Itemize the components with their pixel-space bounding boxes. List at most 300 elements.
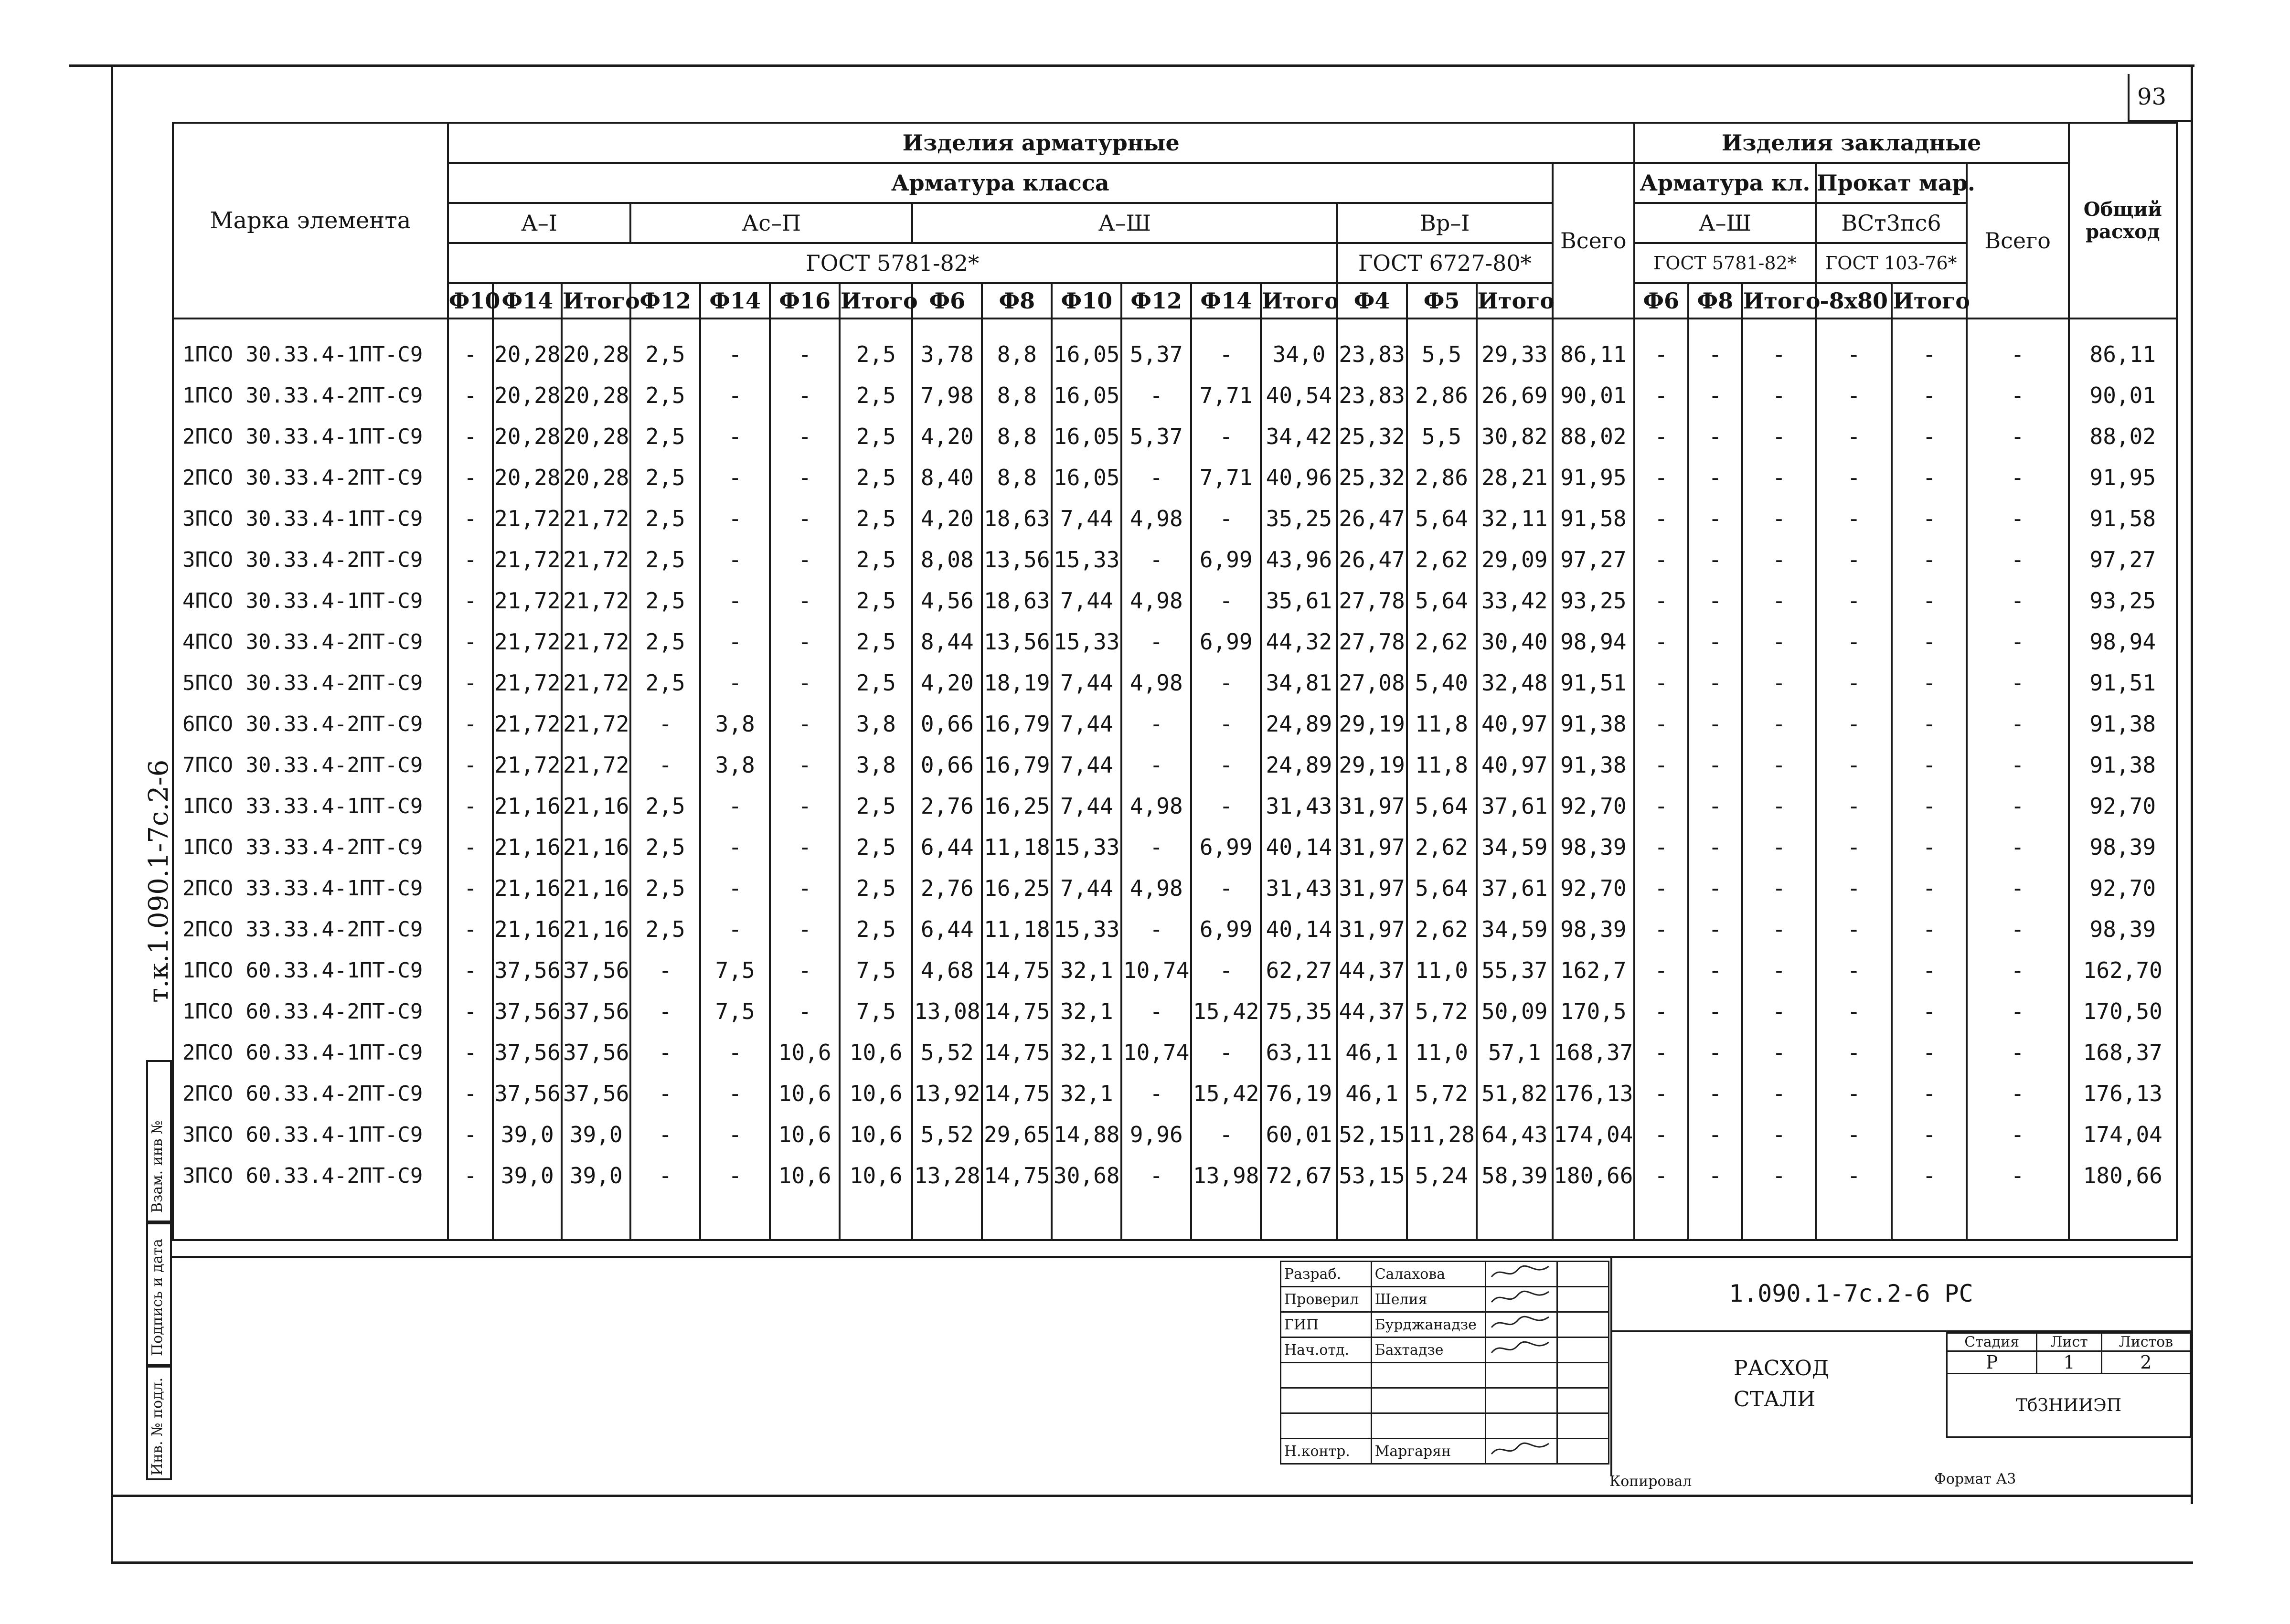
sheet-value: 1 bbox=[2037, 1351, 2102, 1374]
table-cell: 37,56 bbox=[562, 1073, 630, 1114]
table-cell: 21,72 bbox=[562, 621, 630, 662]
table-cell: 2,5 bbox=[630, 416, 700, 457]
table-cell: - bbox=[1191, 662, 1261, 703]
empty-cell bbox=[1816, 1196, 1892, 1240]
stamp-name: Бахтадзе bbox=[1371, 1337, 1486, 1363]
table-cell: - bbox=[1816, 498, 1892, 539]
table-cell: 24,89 bbox=[1261, 744, 1337, 785]
date-cell bbox=[1557, 1413, 1609, 1439]
diam-header: Ф8 bbox=[1688, 283, 1742, 318]
table-cell: 3,8 bbox=[700, 744, 770, 785]
table-cell: - bbox=[1892, 416, 1966, 457]
table-cell: 16,05 bbox=[1052, 457, 1121, 498]
table-cell: 26,47 bbox=[1337, 498, 1407, 539]
diam-header: Ф10 bbox=[448, 283, 493, 318]
table-cell: - bbox=[1191, 1032, 1261, 1073]
diam-header: Итого bbox=[1892, 283, 1966, 318]
table-cell: - bbox=[630, 744, 700, 785]
table-cell: - bbox=[1892, 744, 1966, 785]
table-cell: 5,37 bbox=[1121, 318, 1191, 375]
table-cell: 5,64 bbox=[1407, 785, 1477, 827]
table-cell: 37,61 bbox=[1477, 785, 1553, 827]
element-mark: 2ПСО 33.33.4-2ПТ-С9 bbox=[173, 909, 448, 950]
table-cell: - bbox=[1967, 1073, 2069, 1114]
date-cell bbox=[1557, 1262, 1609, 1287]
table-cell: - bbox=[448, 909, 493, 950]
table-cell: 9,96 bbox=[1121, 1114, 1191, 1155]
table-cell: - bbox=[630, 1073, 700, 1114]
table-cell: - bbox=[1967, 318, 2069, 375]
table-row bbox=[173, 457, 2177, 498]
table-cell: 14,75 bbox=[982, 1032, 1052, 1073]
table-cell: 21,72 bbox=[493, 539, 562, 580]
table-cell: - bbox=[1634, 539, 1688, 580]
table-cell: - bbox=[1121, 1073, 1191, 1114]
table-cell: 30,68 bbox=[1052, 1155, 1121, 1196]
table-cell: - bbox=[1742, 950, 1816, 991]
table-cell: 2,5 bbox=[630, 868, 700, 909]
table-cell: - bbox=[1121, 827, 1191, 868]
diam-header: Итого bbox=[840, 283, 912, 318]
stamp-name: Салахова bbox=[1371, 1262, 1486, 1287]
element-mark: 1ПСО 30.33.4-1ПТ-С9 bbox=[173, 318, 448, 375]
class-AI-header: А–I bbox=[448, 203, 630, 243]
table-cell: - bbox=[1892, 1073, 1966, 1114]
table-cell: 7,5 bbox=[700, 950, 770, 991]
table-cell: 88,02 bbox=[1553, 416, 1634, 457]
stage-value: Р bbox=[1947, 1351, 2037, 1374]
table-cell: - bbox=[1688, 785, 1742, 827]
table-cell: - bbox=[448, 539, 493, 580]
table-cell: 32,1 bbox=[1052, 991, 1121, 1032]
table-cell: 20,28 bbox=[493, 457, 562, 498]
element-mark: 2ПСО 33.33.4-1ПТ-С9 bbox=[173, 868, 448, 909]
table-cell: 174,04 bbox=[1553, 1114, 1634, 1155]
table-cell: 5,40 bbox=[1407, 662, 1477, 703]
table-cell: 162,70 bbox=[2069, 950, 2177, 991]
table-cell: 53,15 bbox=[1337, 1155, 1407, 1196]
prokat-header: Прокат мар. bbox=[1816, 163, 1967, 203]
table-cell: 31,97 bbox=[1337, 785, 1407, 827]
table-cell: 3,8 bbox=[700, 703, 770, 744]
table-cell: 16,05 bbox=[1052, 375, 1121, 416]
table-cell: 32,11 bbox=[1477, 498, 1553, 539]
table-cell: 25,32 bbox=[1337, 416, 1407, 457]
signature-cell bbox=[1486, 1439, 1557, 1464]
table-cell: 4,98 bbox=[1121, 868, 1191, 909]
table-cell: 168,37 bbox=[1553, 1032, 1634, 1073]
table-cell: - bbox=[1816, 457, 1892, 498]
table-cell: 2,5 bbox=[630, 457, 700, 498]
table-cell: 5,24 bbox=[1407, 1155, 1477, 1196]
table-cell: 5,5 bbox=[1407, 416, 1477, 457]
diam-header: Ф12 bbox=[630, 283, 700, 318]
embedded-rebar-header: Арматура кл. bbox=[1634, 163, 1816, 203]
table-cell: 21,72 bbox=[562, 703, 630, 744]
table-cell: - bbox=[1634, 1032, 1688, 1073]
table-cell: 16,05 bbox=[1052, 416, 1121, 457]
table-cell: 14,75 bbox=[982, 1155, 1052, 1196]
doc-code: 1.090.1-7с.2-6 РС bbox=[1729, 1280, 1973, 1307]
table-cell: 2,5 bbox=[840, 457, 912, 498]
table-cell: 6,99 bbox=[1191, 827, 1261, 868]
element-mark: 4ПСО 30.33.4-1ПТ-С9 bbox=[173, 580, 448, 621]
diam-header: Ф14 bbox=[1191, 283, 1261, 318]
table-cell: - bbox=[1121, 539, 1191, 580]
empty-cell bbox=[1892, 1196, 1966, 1240]
table-cell: 2,5 bbox=[840, 621, 912, 662]
diam-header: Ф12 bbox=[1121, 283, 1191, 318]
table-cell: - bbox=[1634, 662, 1688, 703]
table-cell: - bbox=[1742, 1114, 1816, 1155]
table-row bbox=[173, 1155, 2177, 1196]
table-cell: 2,5 bbox=[630, 318, 700, 375]
table-cell: - bbox=[1688, 457, 1742, 498]
table-cell: 13,28 bbox=[912, 1155, 982, 1196]
table-row bbox=[173, 662, 2177, 703]
table-cell: - bbox=[700, 1032, 770, 1073]
table-cell: - bbox=[1688, 909, 1742, 950]
stamp-name bbox=[1371, 1388, 1486, 1413]
table-cell: - bbox=[1967, 539, 2069, 580]
table-cell: 31,97 bbox=[1337, 827, 1407, 868]
table-cell: 75,35 bbox=[1261, 991, 1337, 1032]
table-cell: 44,37 bbox=[1337, 991, 1407, 1032]
table-cell: - bbox=[1634, 950, 1688, 991]
copied-label: Копировал bbox=[1609, 1473, 1692, 1490]
table-cell: 23,83 bbox=[1337, 318, 1407, 375]
title-line-1: РАСХОД bbox=[1734, 1356, 1829, 1380]
table-cell: - bbox=[630, 991, 700, 1032]
table-row bbox=[173, 498, 2177, 539]
sheets-value: 2 bbox=[2101, 1351, 2190, 1374]
table-cell: - bbox=[1688, 868, 1742, 909]
table-cell: - bbox=[1191, 416, 1261, 457]
table-cell: - bbox=[1892, 318, 1966, 375]
table-cell: 91,51 bbox=[2069, 662, 2177, 703]
table-cell: - bbox=[1742, 909, 1816, 950]
table-row bbox=[173, 868, 2177, 909]
table-cell: - bbox=[1892, 662, 1966, 703]
table-cell: 14,75 bbox=[982, 1073, 1052, 1114]
table-cell: 8,44 bbox=[912, 621, 982, 662]
table-cell: 44,32 bbox=[1261, 621, 1337, 662]
table-cell: 91,58 bbox=[2069, 498, 2177, 539]
table-cell: - bbox=[630, 1032, 700, 1073]
table-cell: - bbox=[1967, 785, 2069, 827]
diam-header: Ф10 bbox=[1052, 283, 1121, 318]
element-mark: 3ПСО 30.33.4-2ПТ-С9 bbox=[173, 539, 448, 580]
date-cell bbox=[1557, 1287, 1609, 1312]
gost-5781-emb-header: ГОСТ 5781-82* bbox=[1634, 243, 1816, 283]
signature-icon bbox=[1489, 1288, 1551, 1307]
table-cell: - bbox=[1742, 991, 1816, 1032]
table-cell: 21,16 bbox=[562, 909, 630, 950]
table-cell: - bbox=[1121, 909, 1191, 950]
stage-table bbox=[1946, 1332, 2191, 1438]
stamp-name: Маргарян bbox=[1371, 1439, 1486, 1464]
table-cell: - bbox=[448, 416, 493, 457]
table-cell: 98,39 bbox=[1553, 827, 1634, 868]
table-cell: 21,72 bbox=[562, 498, 630, 539]
table-cell: 21,16 bbox=[493, 785, 562, 827]
table-body bbox=[173, 318, 2177, 1240]
table-cell: 7,44 bbox=[1052, 703, 1121, 744]
table-cell: - bbox=[1688, 621, 1742, 662]
table-cell: 40,97 bbox=[1477, 703, 1553, 744]
table-cell: 4,20 bbox=[912, 416, 982, 457]
table-cell: 7,44 bbox=[1052, 498, 1121, 539]
table-cell: 33,42 bbox=[1477, 580, 1553, 621]
table-cell: 11,8 bbox=[1407, 703, 1477, 744]
signature-cell bbox=[1486, 1388, 1557, 1413]
table-cell: - bbox=[1742, 662, 1816, 703]
date-cell bbox=[1557, 1312, 1609, 1337]
table-cell: 15,33 bbox=[1052, 621, 1121, 662]
inv-no-caption: Инв. № подл. bbox=[149, 1377, 166, 1475]
table-cell: - bbox=[1967, 375, 2069, 416]
table-cell: 93,25 bbox=[1553, 580, 1634, 621]
table-cell: - bbox=[1688, 744, 1742, 785]
table-cell: - bbox=[1816, 950, 1892, 991]
table-cell: 10,6 bbox=[840, 1114, 912, 1155]
table-cell: 31,97 bbox=[1337, 868, 1407, 909]
stamp-row bbox=[1281, 1413, 1609, 1439]
class-BpI-header: Вр–I bbox=[1337, 203, 1553, 243]
table-cell: 32,1 bbox=[1052, 1073, 1121, 1114]
table-cell: - bbox=[448, 662, 493, 703]
table-cell: - bbox=[770, 375, 840, 416]
table-cell: - bbox=[1816, 827, 1892, 868]
table-cell: - bbox=[1191, 785, 1261, 827]
frame-top-line bbox=[69, 64, 2194, 67]
table-cell: - bbox=[700, 318, 770, 375]
table-cell: 2,5 bbox=[630, 827, 700, 868]
table-cell: 4,98 bbox=[1121, 785, 1191, 827]
table-cell: 31,43 bbox=[1261, 785, 1337, 827]
stamp-role bbox=[1281, 1363, 1372, 1388]
table-cell: - bbox=[1816, 621, 1892, 662]
table-cell: 4,20 bbox=[912, 662, 982, 703]
table-cell: 34,42 bbox=[1261, 416, 1337, 457]
signature-cell bbox=[1486, 1337, 1557, 1363]
mark-header: Марка элемента bbox=[173, 123, 448, 318]
table-cell: 34,59 bbox=[1477, 909, 1553, 950]
table-row bbox=[173, 580, 2177, 621]
stamp-row bbox=[1281, 1262, 1609, 1287]
table-cell: - bbox=[1892, 1155, 1966, 1196]
table-cell: - bbox=[1742, 744, 1816, 785]
date-cell bbox=[1557, 1439, 1609, 1464]
table-cell: 15,42 bbox=[1191, 991, 1261, 1032]
table-cell: 98,94 bbox=[1553, 621, 1634, 662]
frame-bottom-line bbox=[111, 1561, 2193, 1564]
table-cell: - bbox=[448, 991, 493, 1032]
table-cell: 11,0 bbox=[1407, 1032, 1477, 1073]
table-cell: 2,76 bbox=[912, 868, 982, 909]
stamp-row bbox=[1281, 1312, 1609, 1337]
table-cell: - bbox=[630, 1114, 700, 1155]
table-cell: - bbox=[1191, 318, 1261, 375]
table-cell: - bbox=[1892, 950, 1966, 991]
table-cell: 21,72 bbox=[493, 580, 562, 621]
table-cell: 98,39 bbox=[1553, 909, 1634, 950]
table-cell: - bbox=[1967, 457, 2069, 498]
table-cell: - bbox=[1688, 375, 1742, 416]
table-cell: - bbox=[700, 498, 770, 539]
table-cell: 58,39 bbox=[1477, 1155, 1553, 1196]
element-mark: 5ПСО 30.33.4-2ПТ-С9 bbox=[173, 662, 448, 703]
table-row bbox=[173, 703, 2177, 744]
table-cell: 97,27 bbox=[1553, 539, 1634, 580]
empty-cell bbox=[1742, 1196, 1816, 1240]
table-cell: 29,19 bbox=[1337, 744, 1407, 785]
diam-header: Ф16 bbox=[770, 283, 840, 318]
table-cell: - bbox=[770, 991, 840, 1032]
table-cell: - bbox=[1688, 580, 1742, 621]
table-cell: 40,14 bbox=[1261, 827, 1337, 868]
table-cell: 31,97 bbox=[1337, 909, 1407, 950]
table-cell: - bbox=[1191, 744, 1261, 785]
table-cell: - bbox=[1688, 498, 1742, 539]
table-cell: 0,66 bbox=[912, 703, 982, 744]
table-cell: 34,81 bbox=[1261, 662, 1337, 703]
table-cell: 40,97 bbox=[1477, 744, 1553, 785]
table-cell: - bbox=[770, 539, 840, 580]
table-cell: 176,13 bbox=[1553, 1073, 1634, 1114]
embedded-class-header: А–Ш bbox=[1634, 203, 1816, 243]
table-cell: - bbox=[1121, 621, 1191, 662]
table-cell: - bbox=[448, 950, 493, 991]
signature-icon bbox=[1489, 1440, 1551, 1459]
table-cell: 10,6 bbox=[770, 1032, 840, 1073]
table-cell: 32,1 bbox=[1052, 1032, 1121, 1073]
table-cell: - bbox=[770, 827, 840, 868]
table-cell: - bbox=[1816, 785, 1892, 827]
table-cell: 57,1 bbox=[1477, 1032, 1553, 1073]
table-cell: 44,37 bbox=[1337, 950, 1407, 991]
table-row bbox=[173, 785, 2177, 827]
table-cell: 2,5 bbox=[840, 318, 912, 375]
table-cell: 18,19 bbox=[982, 662, 1052, 703]
table-cell: 30,40 bbox=[1477, 621, 1553, 662]
table-cell: - bbox=[1816, 539, 1892, 580]
table-cell: - bbox=[1688, 827, 1742, 868]
table-cell: 90,01 bbox=[1553, 375, 1634, 416]
diam-header: Ф8 bbox=[982, 283, 1052, 318]
table-row bbox=[173, 416, 2177, 457]
table-cell: - bbox=[1634, 827, 1688, 868]
table-cell: - bbox=[1191, 868, 1261, 909]
table-cell: 8,8 bbox=[982, 416, 1052, 457]
table-cell: - bbox=[1892, 621, 1966, 662]
empty-cell bbox=[1052, 1196, 1121, 1240]
table-cell: - bbox=[1816, 991, 1892, 1032]
table-cell: - bbox=[448, 375, 493, 416]
table-cell: 37,56 bbox=[562, 1032, 630, 1073]
table-cell: 170,5 bbox=[1553, 991, 1634, 1032]
table-cell: 11,28 bbox=[1407, 1114, 1477, 1155]
table-cell: - bbox=[1892, 580, 1966, 621]
table-cell: - bbox=[448, 827, 493, 868]
stamp-role bbox=[1281, 1413, 1372, 1439]
table-row bbox=[173, 1114, 2177, 1155]
table-cell: - bbox=[1634, 375, 1688, 416]
table-cell: 2,5 bbox=[840, 827, 912, 868]
table-cell: - bbox=[1967, 580, 2069, 621]
table-cell: 2,5 bbox=[840, 868, 912, 909]
empty-cell bbox=[1634, 1196, 1688, 1240]
empty-cell bbox=[912, 1196, 982, 1240]
diam-header: Ф6 bbox=[912, 283, 982, 318]
empty-cell bbox=[770, 1196, 840, 1240]
table-cell: - bbox=[1892, 785, 1966, 827]
table-cell: 40,96 bbox=[1261, 457, 1337, 498]
table-cell: 2,86 bbox=[1407, 457, 1477, 498]
table-cell: 162,7 bbox=[1553, 950, 1634, 991]
diam-header: -8х80 bbox=[1816, 283, 1892, 318]
table-cell: 32,1 bbox=[1052, 950, 1121, 991]
table-cell: 180,66 bbox=[1553, 1155, 1634, 1196]
table-cell: 88,02 bbox=[2069, 416, 2177, 457]
table-cell: 10,6 bbox=[770, 1155, 840, 1196]
empty-cell bbox=[1261, 1196, 1337, 1240]
stamp-signatures bbox=[1280, 1261, 1609, 1465]
table-cell: - bbox=[1688, 1114, 1742, 1155]
element-mark: 1ПСО 33.33.4-1ПТ-С9 bbox=[173, 785, 448, 827]
frame-left-line bbox=[111, 64, 113, 1564]
table-cell: - bbox=[700, 457, 770, 498]
table-cell: 21,72 bbox=[562, 744, 630, 785]
table-row bbox=[173, 909, 2177, 950]
table-cell: - bbox=[1634, 991, 1688, 1032]
table-cell: - bbox=[1967, 744, 2069, 785]
table-cell: - bbox=[770, 621, 840, 662]
signature-cell bbox=[1486, 1312, 1557, 1337]
table-cell: 2,5 bbox=[630, 375, 700, 416]
table-cell: - bbox=[1967, 950, 2069, 991]
table-cell: - bbox=[1742, 827, 1816, 868]
table-cell: 91,58 bbox=[1553, 498, 1634, 539]
empty-cell bbox=[1407, 1196, 1477, 1240]
table-cell: 16,79 bbox=[982, 744, 1052, 785]
table-cell: - bbox=[1967, 909, 2069, 950]
element-mark: 1ПСО 60.33.4-2ПТ-С9 bbox=[173, 991, 448, 1032]
table-cell: 4,20 bbox=[912, 498, 982, 539]
table-cell: 29,33 bbox=[1477, 318, 1553, 375]
table-cell: - bbox=[770, 909, 840, 950]
table-cell: 92,70 bbox=[1553, 785, 1634, 827]
empty-cell bbox=[2069, 1196, 2177, 1240]
table-cell: 37,56 bbox=[493, 991, 562, 1032]
table-cell: 37,56 bbox=[493, 1032, 562, 1073]
table-cell: 6,44 bbox=[912, 909, 982, 950]
element-mark: 6ПСО 30.33.4-2ПТ-С9 bbox=[173, 703, 448, 744]
table-cell: 52,15 bbox=[1337, 1114, 1407, 1155]
element-mark: 1ПСО 33.33.4-2ПТ-С9 bbox=[173, 827, 448, 868]
table-cell: 4,98 bbox=[1121, 580, 1191, 621]
table-cell: 13,56 bbox=[982, 539, 1052, 580]
table-cell: - bbox=[1742, 1032, 1816, 1073]
table-cell: 170,50 bbox=[2069, 991, 2177, 1032]
table-cell: 20,28 bbox=[562, 416, 630, 457]
stamp-row bbox=[1281, 1439, 1609, 1464]
table-cell: 27,08 bbox=[1337, 662, 1407, 703]
empty-cell bbox=[1688, 1196, 1742, 1240]
signature-icon bbox=[1489, 1313, 1551, 1332]
stamp-role: Нач.отд. bbox=[1281, 1337, 1372, 1363]
table-cell: 14,75 bbox=[982, 950, 1052, 991]
